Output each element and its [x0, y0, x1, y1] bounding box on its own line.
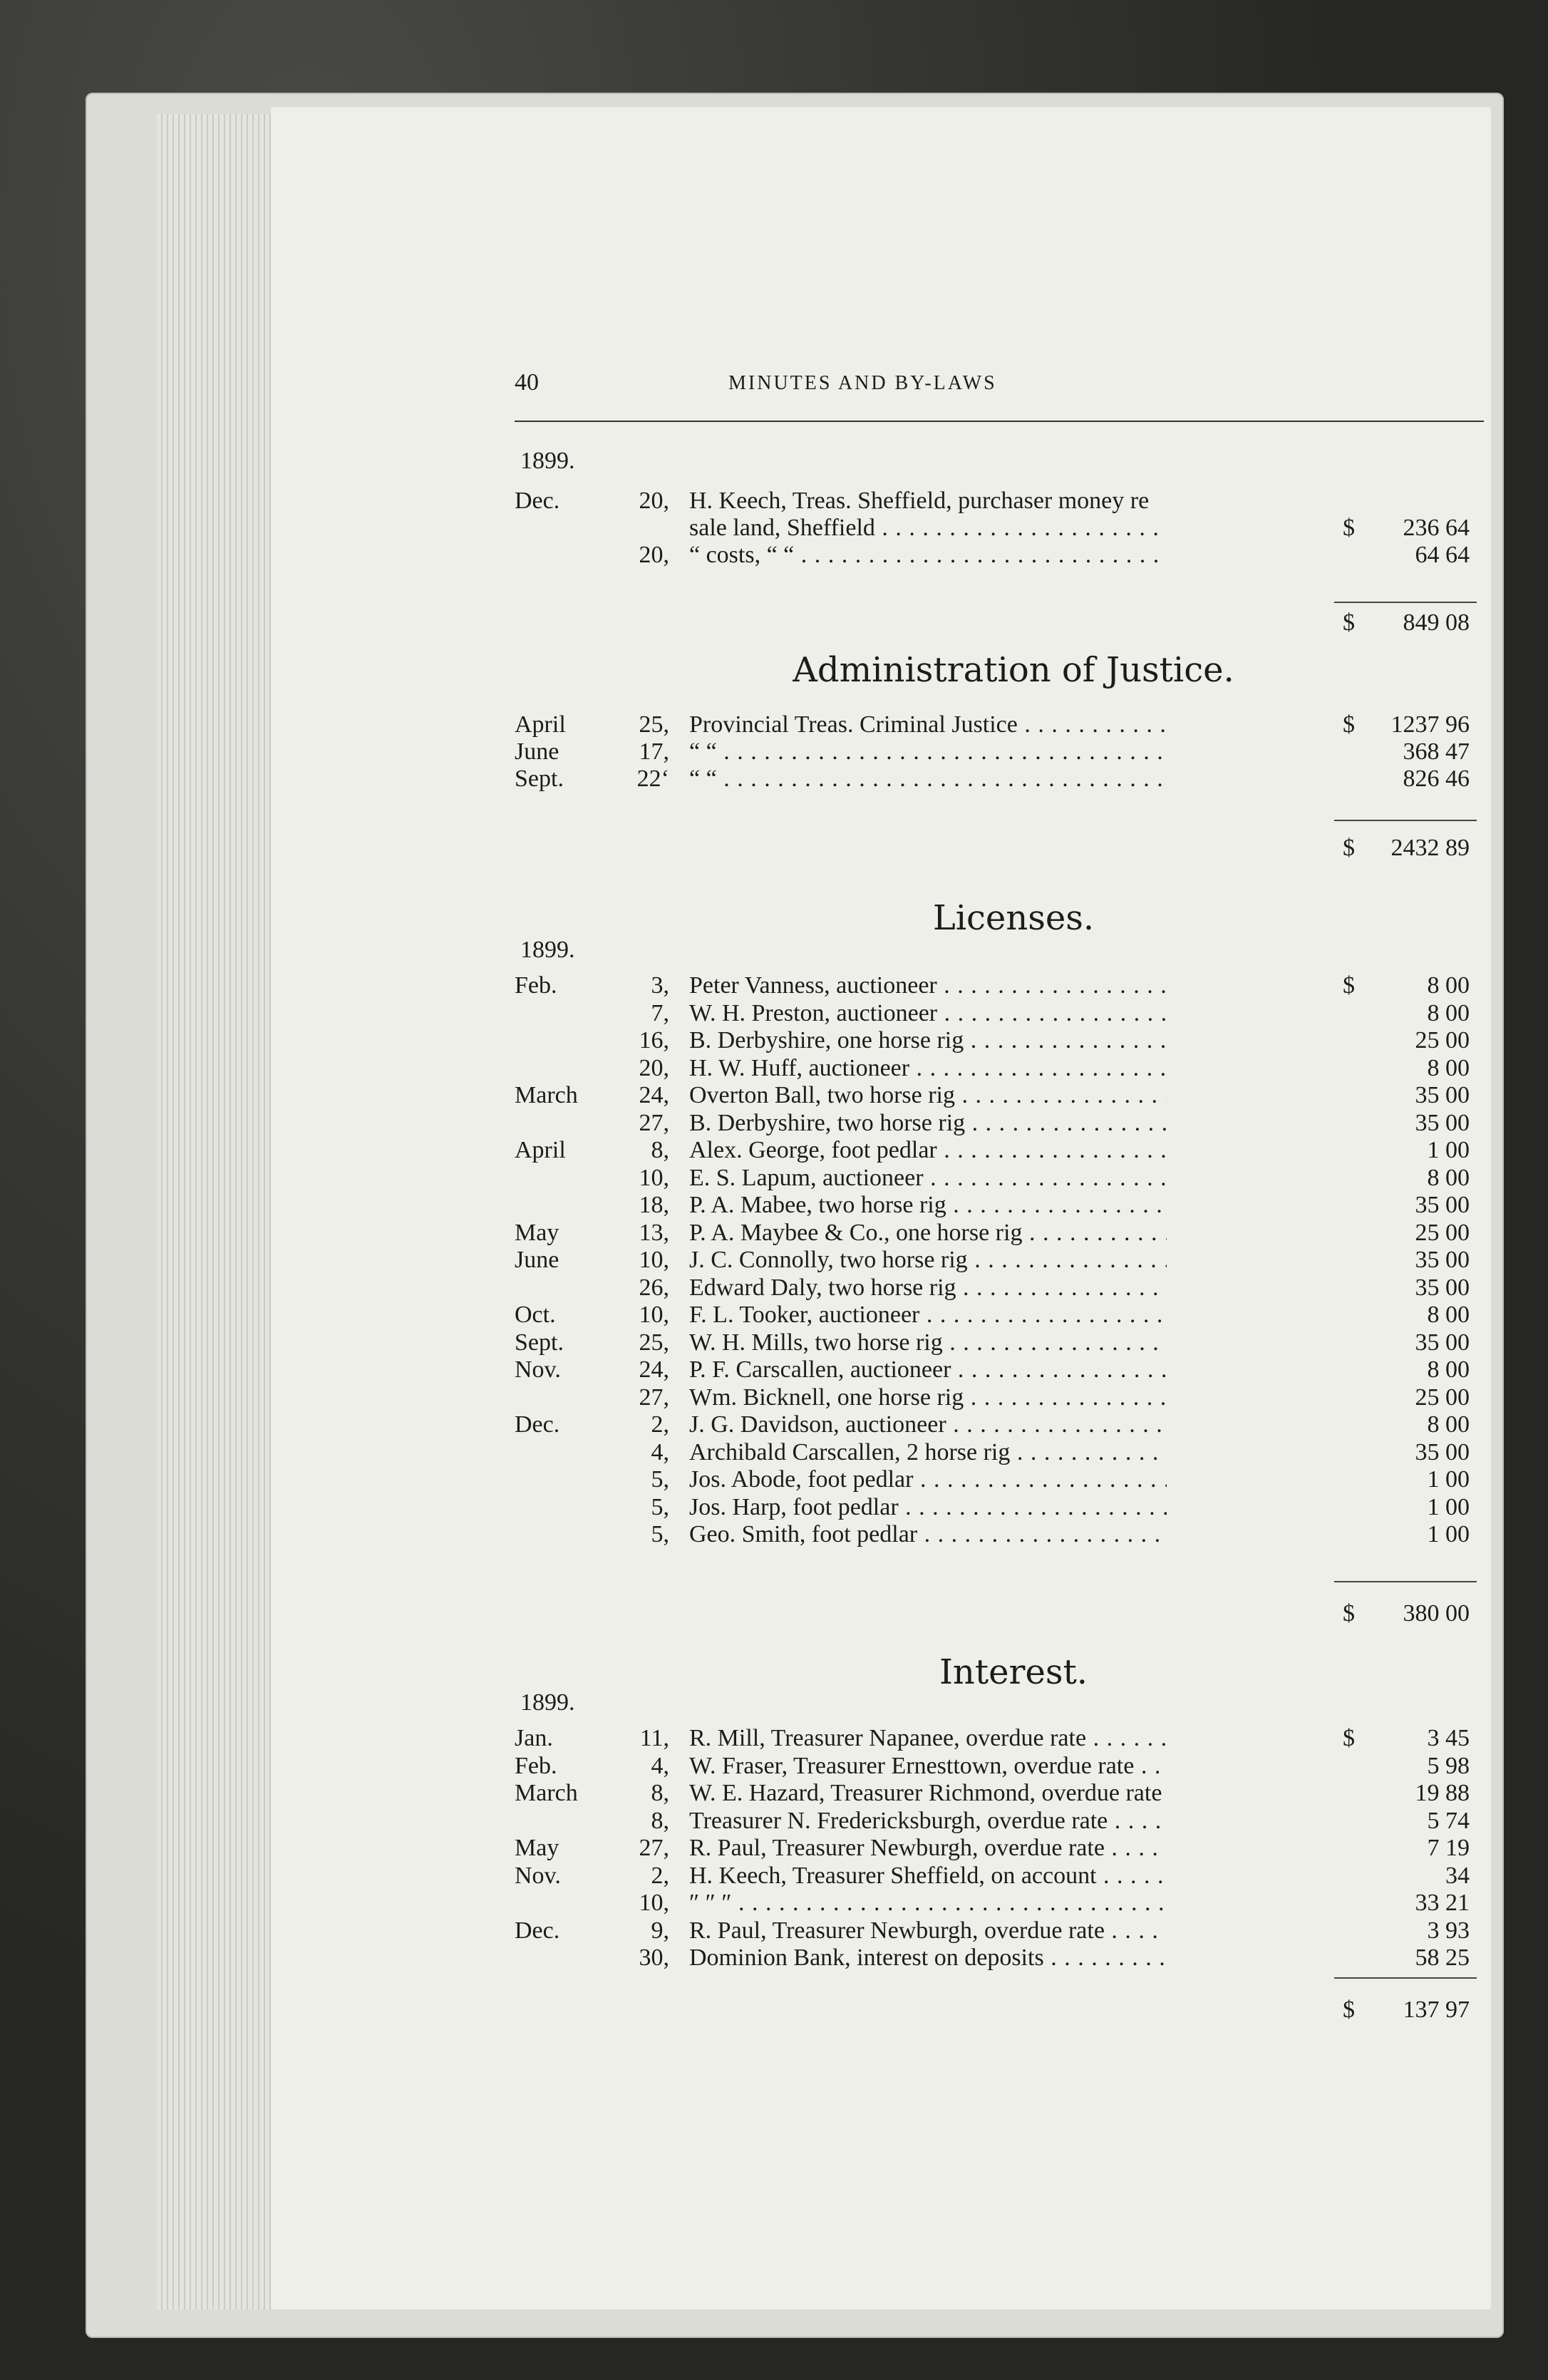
ledger-row — [515, 1944, 1484, 1972]
ledger-row — [515, 1329, 1484, 1356]
page-content — [515, 369, 1484, 2080]
ledger-row — [515, 738, 1484, 766]
entry-day: 10, — [639, 1302, 669, 1328]
ledger-row — [515, 1055, 1484, 1082]
ledger-row — [515, 1890, 1484, 1917]
entry-amount: 35 00 — [1415, 1109, 1470, 1136]
entry-month: May — [515, 1219, 559, 1246]
entry-amount: 25 00 — [1415, 1384, 1470, 1411]
page-number: 40 — [515, 369, 539, 396]
entry-description: B. Derbyshire, two horse rig . . . — [689, 1110, 1167, 1137]
entry-day: 4, — [651, 1752, 669, 1779]
entry-description: Alex. George, foot pedlar . . . — [689, 1137, 1167, 1164]
entry-month: June — [515, 1247, 559, 1273]
entry-amount: 368 47 — [1403, 738, 1470, 765]
entry-description: P. A. Mabee, two horse rig . . . — [689, 1192, 1167, 1219]
ledger-row — [515, 1753, 1484, 1780]
entry-description: Archibald Carscallen, 2 horse rig . . . — [689, 1439, 1167, 1466]
ledger-row — [515, 542, 1484, 569]
entry-month: Nov. — [515, 1356, 561, 1383]
entry-amount: 7 19 — [1427, 1835, 1470, 1861]
entry-description: R. Paul, Treasurer Newburgh, overdue rate . . . — [689, 1917, 1167, 1944]
entry-month: Jan. — [515, 1725, 553, 1751]
entry-month: March — [515, 1780, 578, 1806]
running-head: MINUTES AND BY-LAWS — [728, 372, 997, 394]
entry-amount: 58 25 — [1415, 1944, 1470, 1971]
entry-description: E. S. Lapum, auctioneer . . . — [689, 1165, 1167, 1192]
entry-day: 10, — [639, 1247, 669, 1273]
entry-day: 26, — [639, 1274, 669, 1301]
entry-amount: 8 00 — [1427, 1054, 1470, 1081]
entry-month: Dec. — [515, 488, 560, 514]
entry-day: 22‘ — [636, 766, 669, 792]
entry-currency: $ — [1343, 711, 1355, 738]
entry-amount: 8 00 — [1427, 999, 1470, 1026]
entry-day: 11, — [639, 1725, 669, 1751]
interest-total — [515, 1996, 1484, 2024]
entry-amount: 8 00 — [1427, 972, 1470, 999]
entry-day: 17, — [639, 738, 669, 765]
entry-day: 16, — [639, 1027, 669, 1054]
entry-amount: 19 88 — [1415, 1780, 1470, 1806]
entry-day: 20, — [639, 1054, 669, 1081]
ledger-row — [515, 1466, 1484, 1493]
entry-month: Feb. — [515, 1752, 557, 1779]
page-header — [515, 369, 1484, 398]
entry-month: Feb. — [515, 972, 557, 999]
ledger-row — [515, 1835, 1484, 1862]
entry-description: Dominion Bank, interest on deposits . . . — [689, 1944, 1167, 1972]
entry-amount: 35 00 — [1415, 1247, 1470, 1273]
entry-month: Sept. — [515, 766, 564, 792]
entry-amount: 8 00 — [1427, 1302, 1470, 1328]
entry-description: P. A. Maybee & Co., one horse rig . . . — [689, 1220, 1167, 1247]
entry-day: 27, — [639, 1835, 669, 1861]
total-currency: $ — [1343, 1600, 1355, 1627]
entry-description: Overton Ball, two horse rig . . . — [689, 1082, 1167, 1109]
entry-description: W. H. Mills, two horse rig . . . — [689, 1329, 1167, 1356]
year-row — [515, 937, 1484, 964]
entry-description: “ “ . . . — [689, 766, 1167, 793]
ledger-row — [515, 1863, 1484, 1890]
entry-day: 5, — [651, 1493, 669, 1520]
ledger-row — [515, 1274, 1484, 1302]
entry-amount: 35 00 — [1415, 1438, 1470, 1465]
ledger-row — [515, 1000, 1484, 1027]
entry-description: Peter Vanness, auctioneer . . . — [689, 972, 1167, 999]
entry-amount: 826 46 — [1403, 766, 1470, 792]
entry-description: Treasurer N. Fredericksburgh, overdue rate . . . — [689, 1808, 1167, 1835]
entry-day: 20, — [639, 488, 669, 514]
entry-description: Jos. Abode, foot pedlar . . . — [689, 1466, 1167, 1493]
year-label: 1899. — [520, 448, 575, 474]
entry-amount: 5 98 — [1427, 1752, 1470, 1779]
entry-day: 7, — [651, 999, 669, 1026]
section-title-interest: Interest. — [939, 1652, 1088, 1692]
entry-description: Jos. Harp, foot pedlar . . . — [689, 1494, 1167, 1521]
entry-description: W. E. Hazard, Treasurer Richmond, overdue rate . . . — [689, 1780, 1167, 1807]
entry-month: Dec. — [515, 1917, 560, 1944]
entry-day: 2, — [651, 1862, 669, 1889]
entry-description: P. F. Carscallen, auctioneer . . . — [689, 1356, 1167, 1384]
entry-description: sale land, Sheffield . . . — [689, 515, 1167, 542]
header-rule — [515, 421, 1484, 422]
section-title-justice: Administration of Justice. — [793, 650, 1234, 690]
entry-month: Nov. — [515, 1862, 561, 1889]
year-label: 1899. — [520, 937, 575, 963]
entry-amount: 1 00 — [1427, 1137, 1470, 1163]
ledger-row — [515, 1110, 1484, 1137]
entry-description: H. W. Huff, auctioneer . . . — [689, 1055, 1167, 1082]
total-rule — [1334, 820, 1477, 821]
entry-day: 20, — [639, 542, 669, 568]
entry-day: 8, — [651, 1807, 669, 1834]
entry-day: 8, — [651, 1137, 669, 1163]
entry-currency: $ — [1343, 515, 1355, 541]
year-row — [515, 448, 1484, 475]
entry-amount: 5 74 — [1427, 1807, 1470, 1834]
entry-currency: $ — [1343, 972, 1355, 999]
ledger-row — [515, 1027, 1484, 1054]
entry-description: ″ ″ ″ . . . — [689, 1890, 1167, 1917]
entry-amount: 1 00 — [1427, 1521, 1470, 1547]
entry-description: Provincial Treas. Criminal Justice . . . — [689, 711, 1167, 738]
entry-month: Sept. — [515, 1329, 564, 1356]
year-label: 1899. — [520, 1689, 575, 1716]
entry-amount: 33 21 — [1415, 1890, 1470, 1916]
ledger-row — [515, 1165, 1484, 1192]
entry-amount: 8 00 — [1427, 1164, 1470, 1191]
entry-amount: 35 00 — [1415, 1329, 1470, 1356]
entry-description: J. C. Connolly, two horse rig . . . — [689, 1247, 1167, 1274]
total-amount: 137 97 — [1403, 1997, 1470, 2023]
entry-amount: 8 00 — [1427, 1356, 1470, 1383]
entry-amount: 3 93 — [1427, 1917, 1470, 1944]
entry-day: 25, — [639, 711, 669, 738]
top-total — [515, 609, 1484, 637]
entry-day: 25, — [639, 1329, 669, 1356]
entry-description: Edward Daly, two horse rig . . . — [689, 1274, 1167, 1302]
entry-description: R. Paul, Treasurer Newburgh, overdue rate . . . — [689, 1835, 1167, 1862]
entry-description: J. G. Davidson, auctioneer . . . — [689, 1411, 1167, 1438]
entry-amount: 35 00 — [1415, 1192, 1470, 1218]
entry-day: 5, — [651, 1521, 669, 1547]
entry-amount: 25 00 — [1415, 1219, 1470, 1246]
entry-amount: 3 45 — [1427, 1725, 1470, 1751]
entry-day: 18, — [639, 1192, 669, 1218]
year-row — [515, 1689, 1484, 1716]
total-amount: 849 08 — [1403, 609, 1470, 636]
entry-day: 8, — [651, 1780, 669, 1806]
total-amount: 380 00 — [1403, 1600, 1470, 1627]
entry-description: H. Keech, Treasurer Sheffield, on account . . . — [689, 1863, 1167, 1890]
entry-day: 5, — [651, 1466, 669, 1493]
entry-day: 24, — [639, 1082, 669, 1108]
total-rule — [1334, 1581, 1477, 1582]
ledger-row — [515, 1082, 1484, 1109]
entry-description: W. H. Preston, auctioneer . . . — [689, 1000, 1167, 1027]
ledger-row — [515, 488, 1484, 515]
entry-description: H. Keech, Treas. Sheffield, purchaser money re — [689, 488, 1150, 514]
entry-month: Dec. — [515, 1411, 560, 1438]
entry-month: April — [515, 1137, 566, 1163]
entry-amount: 236 64 — [1403, 515, 1470, 541]
ledger-row — [515, 766, 1484, 793]
entry-description: “ costs, “ “ . . . — [689, 542, 1167, 569]
ledger-row — [515, 1384, 1484, 1411]
entry-day: 30, — [639, 1944, 669, 1971]
total-currency: $ — [1343, 835, 1355, 861]
total-amount: 2432 89 — [1390, 835, 1470, 861]
entry-day: 3, — [651, 972, 669, 999]
entry-amount: 8 00 — [1427, 1411, 1470, 1438]
ledger-row — [515, 1356, 1484, 1384]
entry-day: 24, — [639, 1356, 669, 1383]
entry-amount: 1 00 — [1427, 1466, 1470, 1493]
entry-day: 4, — [651, 1438, 669, 1465]
entry-description: Wm. Bicknell, one horse rig . . . — [689, 1384, 1167, 1411]
entry-day: 9, — [651, 1917, 669, 1944]
licenses-total — [515, 1599, 1484, 1628]
entry-amount: 25 00 — [1415, 1027, 1470, 1054]
entry-month: May — [515, 1835, 559, 1861]
entry-day: 27, — [639, 1109, 669, 1136]
ledger-row — [515, 1439, 1484, 1466]
entry-amount: 35 00 — [1415, 1274, 1470, 1301]
entry-description: “ “ . . . — [689, 738, 1167, 766]
ledger-row — [515, 1302, 1484, 1329]
ledger-row — [515, 1494, 1484, 1521]
entry-month: Oct. — [515, 1302, 556, 1328]
entry-description: R. Mill, Treasurer Napanee, overdue rate . . . — [689, 1725, 1167, 1752]
ledger-row — [515, 711, 1484, 738]
justice-total — [515, 834, 1484, 862]
ledger-row — [515, 1247, 1484, 1274]
entry-amount: 35 00 — [1415, 1082, 1470, 1108]
entry-month: April — [515, 711, 566, 738]
entry-day: 13, — [639, 1219, 669, 1246]
ledger-row — [515, 515, 1484, 542]
ledger-row — [515, 1220, 1484, 1247]
entry-amount: 64 64 — [1415, 542, 1470, 568]
total-currency: $ — [1343, 609, 1355, 636]
entry-currency: $ — [1343, 1725, 1355, 1751]
ledger-row — [515, 1725, 1484, 1752]
section-title-licenses: Licenses. — [932, 898, 1095, 938]
entry-description: W. Fraser, Treasurer Ernesttown, overdue rate . . . — [689, 1753, 1167, 1780]
ledger-row — [515, 1137, 1484, 1164]
ledger-row — [515, 1521, 1484, 1548]
entry-day: 27, — [639, 1384, 669, 1411]
entry-amount: 1237 96 — [1390, 711, 1470, 738]
ledger-row — [515, 1411, 1484, 1438]
ledger-row — [515, 1808, 1484, 1835]
entry-description: Geo. Smith, foot pedlar . . . — [689, 1521, 1167, 1548]
entry-day: 10, — [639, 1164, 669, 1191]
ledger-row — [515, 1917, 1484, 1944]
entry-day: 10, — [639, 1890, 669, 1916]
entry-day: 2, — [651, 1411, 669, 1438]
ledger-row — [515, 1780, 1484, 1807]
total-rule — [1334, 602, 1477, 603]
entry-description: B. Derbyshire, one horse rig . . . — [689, 1027, 1167, 1054]
total-currency: $ — [1343, 1997, 1355, 2023]
total-rule — [1334, 1977, 1477, 1979]
entry-amount: 34 — [1445, 1862, 1470, 1889]
entry-month: March — [515, 1082, 578, 1108]
entry-month: June — [515, 738, 559, 765]
ledger-row — [515, 1192, 1484, 1219]
entry-amount: 1 00 — [1427, 1493, 1470, 1520]
ledger-row — [515, 972, 1484, 999]
entry-description: F. L. Tooker, auctioneer . . . — [689, 1302, 1167, 1329]
